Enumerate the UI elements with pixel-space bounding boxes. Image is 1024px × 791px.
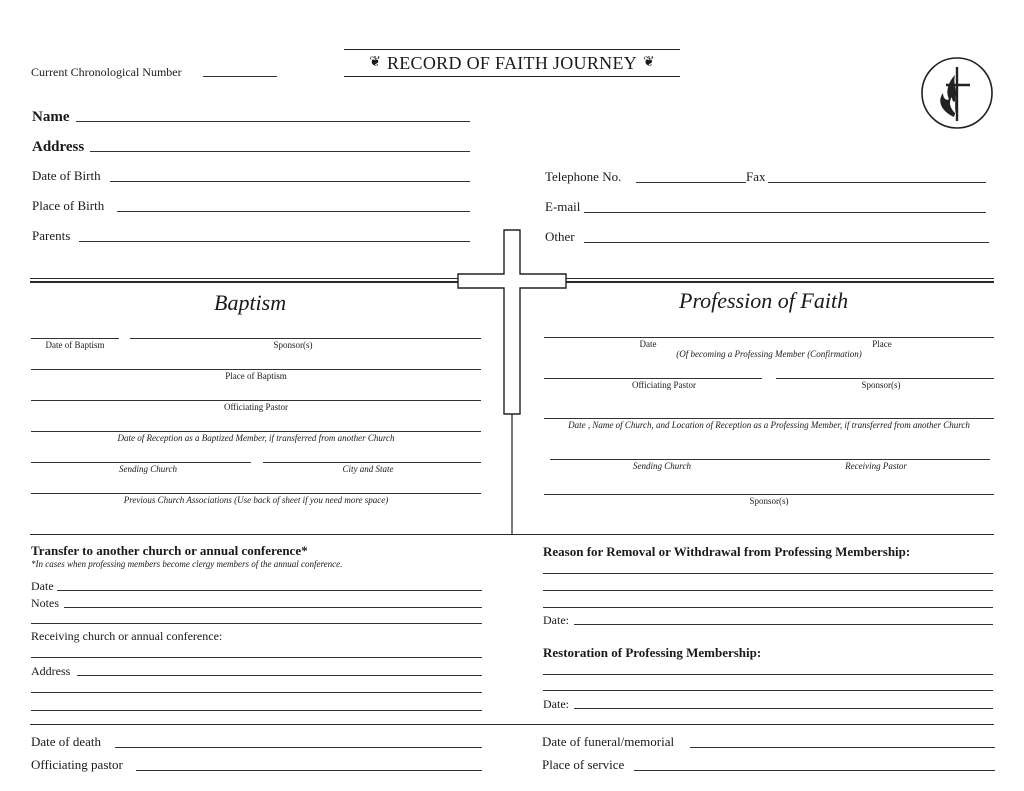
transfer-notes-field-2[interactable]	[31, 623, 482, 624]
death-pastor-field[interactable]	[136, 770, 482, 771]
baptism-title: Baptism	[214, 290, 287, 315]
transfer-date-field[interactable]	[57, 590, 482, 591]
email-field[interactable]	[584, 212, 986, 213]
other-label: Other	[545, 229, 575, 244]
profession-reception-caption: Date , Name of Church, and Location of Reception as a Professing Member, if transferred from another Church	[568, 420, 970, 430]
previous-associations-caption: Previous Church Associations (Use back of sheet if you need more space)	[123, 495, 389, 505]
baptism-sending-church-caption: Sending Church	[119, 464, 177, 474]
baptism-date-field[interactable]	[31, 338, 119, 339]
name-field[interactable]	[76, 121, 470, 122]
removal-reason-field-2[interactable]	[543, 590, 993, 591]
date-of-death-label: Date of death	[31, 734, 102, 749]
profession-sponsors-field[interactable]	[776, 378, 994, 379]
fax-field[interactable]	[768, 182, 986, 183]
transfer-address-field-3[interactable]	[31, 710, 482, 711]
receiving-church-field[interactable]	[31, 657, 482, 658]
baptism-sponsors-field[interactable]	[130, 338, 481, 339]
transfer-note: *In cases when professing members become clergy members of the annual conference.	[31, 559, 343, 569]
cross-and-flame-icon	[919, 55, 995, 131]
profession-sending-church-caption: Sending Church	[633, 461, 691, 471]
baptism-pastor-field[interactable]	[31, 400, 481, 401]
telephone-label: Telephone No.	[545, 169, 622, 184]
death-section-divider	[30, 724, 994, 725]
profession-reception-field[interactable]	[544, 418, 994, 419]
transfer-address-field[interactable]	[77, 675, 482, 676]
transfer-notes-label: Notes	[31, 596, 59, 610]
restoration-date-field[interactable]	[574, 708, 993, 709]
profession-sending-receiving-field[interactable]	[550, 459, 990, 460]
parents-field[interactable]	[79, 241, 470, 242]
place-of-service-label: Place of service	[542, 757, 625, 772]
email-label: E-mail	[545, 199, 581, 214]
baptism-reception-field[interactable]	[31, 431, 481, 432]
fleuron-left-icon: ❦	[369, 55, 381, 70]
baptism-city-state-field[interactable]	[263, 462, 481, 463]
address-label: Address	[32, 139, 85, 155]
parents-label: Parents	[32, 228, 71, 243]
name-label: Name	[32, 109, 70, 125]
removal-reason-field-1[interactable]	[543, 573, 993, 574]
lower-section-divider	[30, 534, 994, 535]
place-of-baptism-field[interactable]	[31, 369, 481, 370]
telephone-field[interactable]	[636, 182, 746, 183]
funeral-date-field[interactable]	[690, 747, 995, 748]
profession-sponsors-caption: Sponsor(s)	[861, 380, 901, 390]
removal-reason-field-3[interactable]	[543, 607, 993, 608]
restoration-field-1[interactable]	[543, 674, 993, 675]
place-of-baptism-caption: Place of Baptism	[225, 371, 287, 381]
transfer-address-field-2[interactable]	[31, 692, 482, 693]
profession-sponsors2-caption: Sponsor(s)	[749, 496, 789, 506]
profession-title: Profession of Faith	[679, 288, 849, 313]
profession-becoming-note: (Of becoming a Professing Member (Confirmation)	[676, 349, 862, 359]
baptism-reception-caption: Date of Reception as a Baptized Member, if transferred from another Church	[117, 433, 395, 443]
profession-receiving-pastor-caption: Receiving Pastor	[845, 461, 907, 471]
restoration-date-label: Date:	[543, 697, 569, 711]
fax-label: Fax	[746, 169, 766, 184]
form-title	[344, 49, 680, 77]
profession-sponsors2-field[interactable]	[544, 494, 994, 495]
previous-associations-field[interactable]	[31, 493, 481, 494]
baptism-date-caption: Date of Baptism	[45, 340, 105, 350]
dob-field[interactable]	[110, 181, 470, 182]
profession-date-place-field[interactable]	[544, 337, 994, 338]
baptism-sending-church-field[interactable]	[31, 462, 251, 463]
place-of-service-field[interactable]	[634, 770, 995, 771]
removal-date-label: Date:	[543, 613, 569, 627]
profession-date-caption: Date	[639, 339, 657, 349]
address-field[interactable]	[90, 151, 470, 152]
form-title-text: RECORD OF FAITH JOURNEY	[386, 52, 638, 73]
profession-pastor-caption: Officiating Pastor	[631, 380, 697, 390]
pob-label: Place of Birth	[32, 198, 105, 213]
restoration-heading: Restoration of Professing Membership:	[543, 645, 762, 660]
baptism-pastor-caption: Officiating Pastor	[223, 402, 289, 412]
chrono-number-label: Current Chronological Number	[31, 65, 182, 79]
transfer-date-label: Date	[31, 579, 54, 593]
baptism-sponsors-caption: Sponsor(s)	[273, 340, 313, 350]
transfer-notes-field[interactable]	[64, 607, 482, 608]
removal-heading: Reason for Removal or Withdrawal from Professing Membership:	[543, 544, 911, 559]
transfer-heading: Transfer to another church or annual conference*	[31, 543, 308, 558]
other-field[interactable]	[584, 242, 989, 243]
fleuron-right-icon: ❦	[643, 55, 655, 70]
chrono-number-field[interactable]	[203, 76, 277, 77]
receiving-church-label: Receiving church or annual conference:	[31, 629, 223, 643]
baptism-city-state-caption: City and State	[342, 464, 394, 474]
profession-place-caption: Place	[872, 339, 892, 349]
death-pastor-label: Officiating pastor	[31, 757, 123, 772]
funeral-date-label: Date of funeral/memorial	[542, 734, 675, 749]
restoration-field-2[interactable]	[543, 690, 993, 691]
transfer-address-label: Address	[31, 664, 71, 678]
date-of-death-field[interactable]	[115, 747, 482, 748]
pob-field[interactable]	[117, 211, 470, 212]
dob-label: Date of Birth	[32, 168, 101, 183]
profession-pastor-field[interactable]	[544, 378, 762, 379]
removal-date-field[interactable]	[574, 624, 993, 625]
